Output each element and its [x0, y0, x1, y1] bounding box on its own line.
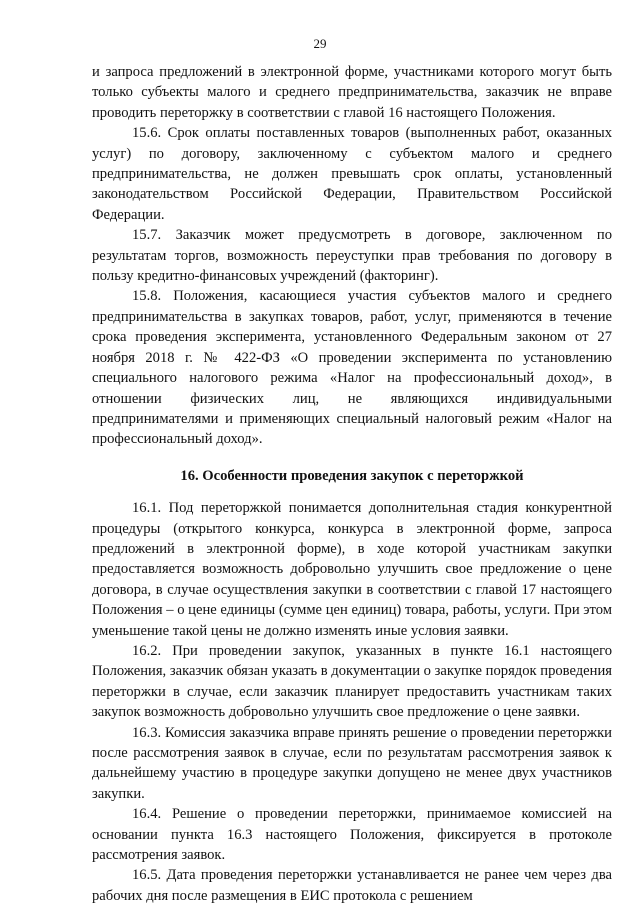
paragraph-16-5: 16.5. Дата проведения переторжки устанавливается не ранее чем через два рабочих дня после размещения в ЕИС протокола с решением [92, 867, 612, 904]
section-heading: 16. Особенности проведения закупок с переторжкой [180, 467, 524, 484]
paragraph-16-2: 16.2. При проведении закупок, указанных в пункте 16.1 настоящего Положения, заказчик обязан указать в документации о закупке порядок проведения переторжки в случае, если заказчик планирует предоставить участникам таких закупок возможность добровольно улучшить свое предложение о цене заявки. [92, 642, 612, 721]
paragraph-16-3: 16.3. Комиссия заказчика вправе принять решение о проведении переторжки после рассмотрения заявок в случае, если по результатам рассмотрения заявок к дальнейшему участию в процедуре закупки допущено не менее двух участников закупки. [92, 724, 612, 802]
document-body [92, 62, 612, 906]
paragraph-15-7: 15.7. Заказчик может предусмотреть в договоре, заключенном по результатам торгов, возможность переуступки прав требования по договору в пользу кредитно-финансовых учреждений (факторинг). [92, 227, 612, 285]
paragraph-15-8: 15.8. Положения, касающиеся участия субъектов малого и среднего предпринимательства в закупках товаров, работ, услуг, применяются в течение срока проведения эксперимента, установленного Федеральным законом от 27 ноября 2018 г. № 422-ФЗ «О проведении эксперимента по установлению специального налогового режима «Налог на профессиональный доход», в отношении физических лиц, не являющихся индивидуальными предпринимателями и применяющих специальный налоговый режим «Налог на профессиональный доход». [92, 288, 612, 448]
page-number: 29 [313, 36, 327, 51]
paragraph-15-6: 15.6. Срок оплаты поставленных товаров (выполненных работ, оказанных услуг) по договору, заключенному с субъектом малого и среднего предпринимательства, не должен превышать срок оплаты, установленный законодательством Российской Федерации, Правительством Российской Федерации. [92, 125, 612, 223]
paragraph-continuation: и запроса предложений в электронной форме, участниками которого могут быть только субъекты малого и среднего предпринимательства, заказчик не вправе проводить переторжку в соответствии с главой 16 настоящего Положения. [92, 64, 612, 121]
paragraph-16-1: 16.1. Под переторжкой понимается дополнительная стадия конкурентной процедуры (открытого конкурса, конкурса в электронной форме, запроса предложений в электронной форме), в ходе которой участникам закупки предоставляется возможность добровольно улучшить свое предложение о цене договора, в случае осуществления закупки в соответствии с главой 17 настоящего Положения – о цене единицы (сумме цен единиц) товара, работы, услуги. При этом уменьшение такой цены не должно изменять иные условия заявки. [92, 500, 612, 639]
paragraph-16-4: 16.4. Решение о проведении переторжки, принимаемое комиссией на основании пункта 16.3 настоящего Положения, фиксируется в протоколе рассмотрения заявок. [92, 806, 612, 864]
